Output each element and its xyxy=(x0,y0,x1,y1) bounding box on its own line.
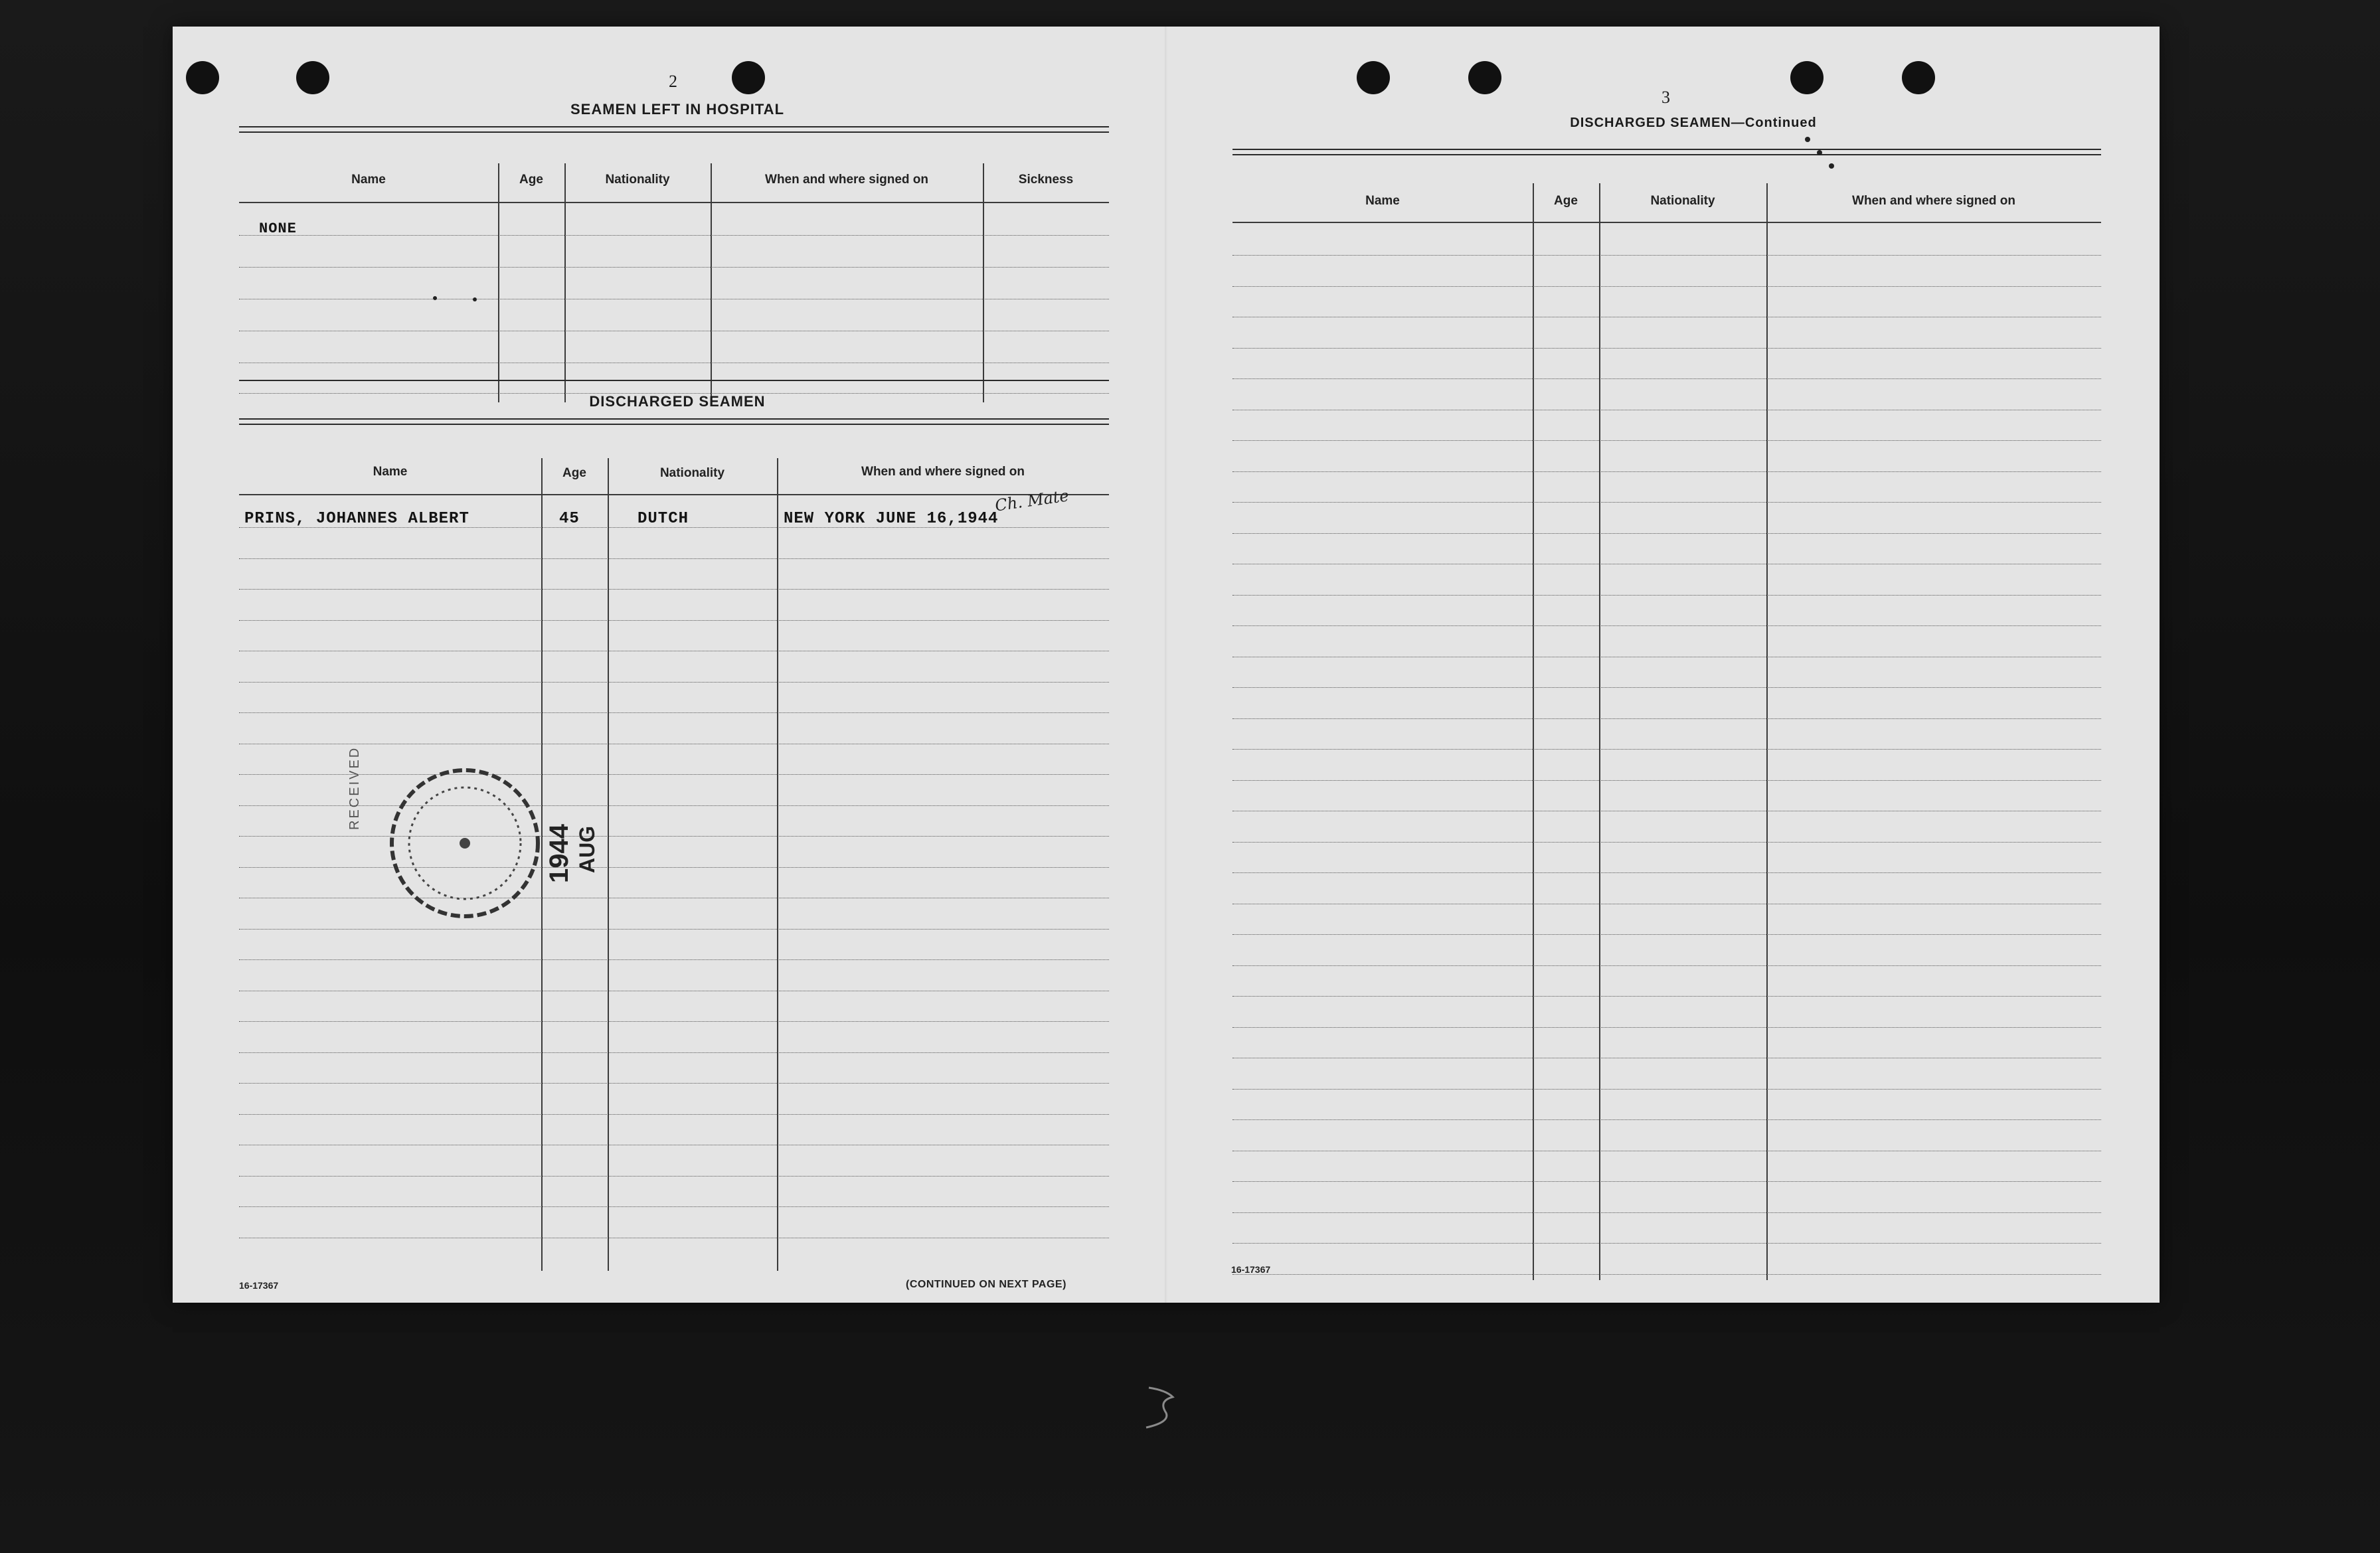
discharged-section-title: DISCHARGED SEAMEN xyxy=(589,393,766,410)
hospital-col-sickness: Sickness xyxy=(1018,173,1074,187)
right-col-name: Name xyxy=(1365,194,1400,208)
ruled-line xyxy=(1232,625,2101,626)
right-discharged-title: DISCHARGED SEAMEN—Continued xyxy=(1570,116,1817,130)
document-sheet xyxy=(173,27,2160,1303)
ruled-line xyxy=(1232,1212,2101,1213)
ruled-line xyxy=(239,1052,1109,1053)
margin-handwritten-mark xyxy=(1140,1381,1179,1434)
left-footer-code: 16-17367 xyxy=(239,1280,279,1291)
discharged-col-name: Name xyxy=(373,465,408,479)
stamp-seal-icon xyxy=(305,744,651,930)
ruled-line xyxy=(239,558,1109,559)
punch-hole xyxy=(1468,61,1501,94)
ruled-line xyxy=(239,1114,1109,1115)
header-rule xyxy=(1232,222,2101,223)
ruled-line xyxy=(239,712,1109,713)
ruled-line xyxy=(1232,749,2101,750)
ruled-line xyxy=(1232,440,2101,441)
ink-speck xyxy=(1817,150,1822,155)
right-page-number: 3 xyxy=(1661,88,1670,107)
seaman-age: 45 xyxy=(559,510,580,528)
ink-speck xyxy=(473,297,477,301)
right-col-age: Age xyxy=(1554,194,1578,208)
ruled-line xyxy=(239,1206,1109,1207)
ruled-line xyxy=(1232,1119,2101,1120)
ruled-line xyxy=(1232,286,2101,287)
header-rule xyxy=(239,202,1109,203)
ruled-line xyxy=(239,682,1109,683)
punch-hole xyxy=(1902,61,1935,94)
hospital-section-title: SEAMEN LEFT IN HOSPITAL xyxy=(570,101,785,118)
ruled-line xyxy=(239,1083,1109,1084)
discharged-col-nationality: Nationality xyxy=(659,466,725,480)
punch-hole xyxy=(1357,61,1390,94)
discharged-col-signed-on: When and where signed on xyxy=(861,465,1025,479)
seaman-signed-on: NEW YORK JUNE 16,1944 xyxy=(784,510,999,528)
ruled-line xyxy=(1232,533,2101,534)
ruled-line xyxy=(1232,780,2101,781)
ruled-line xyxy=(239,959,1109,960)
ruled-line xyxy=(1232,718,2101,719)
column-divider xyxy=(711,163,712,402)
hospital-table xyxy=(239,137,1109,406)
discharged-title-rule-top xyxy=(239,380,1109,382)
hospital-title-rule xyxy=(239,126,1109,133)
hospital-col-age: Age xyxy=(519,173,543,187)
column-divider xyxy=(777,458,778,1271)
right-col-nationality: Nationality xyxy=(1650,194,1715,208)
ruled-line xyxy=(239,589,1109,590)
svg-text:RECEIVED: RECEIVED xyxy=(347,746,362,830)
right-footer-code: 16-17367 xyxy=(1231,1264,1271,1275)
ruled-line xyxy=(239,620,1109,621)
ink-speck xyxy=(1829,163,1834,169)
ruled-line xyxy=(1232,378,2101,379)
ink-speck xyxy=(433,296,437,300)
ruled-line xyxy=(1232,872,2101,873)
ruled-line xyxy=(1232,842,2101,843)
continued-label: (CONTINUED ON NEXT PAGE) xyxy=(906,1279,1066,1290)
handwritten-five-icon xyxy=(1140,1381,1179,1434)
right-col-signed-on: When and where signed on xyxy=(1852,194,2015,208)
column-divider xyxy=(498,163,499,402)
ruled-line xyxy=(1232,471,2101,472)
ruled-line xyxy=(1232,502,2101,503)
ruled-line xyxy=(239,1176,1109,1177)
ruled-line xyxy=(1232,1243,2101,1244)
column-divider xyxy=(564,163,566,402)
seaman-nationality: DUTCH xyxy=(638,510,689,528)
ruled-line xyxy=(239,267,1109,268)
ruled-line xyxy=(1232,1274,2101,1275)
page-fold xyxy=(1165,27,1167,1303)
ruled-line xyxy=(1232,1181,2101,1182)
hospital-col-name: Name xyxy=(351,173,386,187)
punch-hole xyxy=(296,61,329,94)
discharged-title-rule xyxy=(239,418,1109,425)
ruled-line xyxy=(1232,1027,2101,1028)
ruled-line xyxy=(1232,934,2101,935)
header-rule xyxy=(239,494,1109,495)
ink-speck xyxy=(1805,137,1810,142)
discharged-col-age: Age xyxy=(562,466,586,480)
ruled-line xyxy=(239,235,1109,236)
column-divider xyxy=(983,163,984,402)
ruled-line xyxy=(1232,595,2101,596)
hospital-col-signed-on: When and where signed on xyxy=(765,173,928,187)
seaman-name: PRINS, JOHANNES ALBERT xyxy=(244,510,469,528)
hospital-col-nationality: Nationality xyxy=(605,173,670,187)
hospital-entry-none: NONE xyxy=(259,220,297,237)
ruled-line xyxy=(1232,255,2101,256)
right-discharged-table xyxy=(1232,157,2101,1285)
ruled-line xyxy=(1232,687,2101,688)
ruled-line xyxy=(239,1021,1109,1022)
punch-hole xyxy=(732,61,765,94)
ruled-line xyxy=(1232,1089,2101,1090)
svg-text:AUG: AUG xyxy=(575,825,599,873)
left-page-number: 2 xyxy=(669,72,677,91)
ruled-line xyxy=(1232,996,2101,997)
svg-text:1944: 1944 xyxy=(545,824,574,883)
ruled-line xyxy=(1232,965,2101,966)
punch-hole xyxy=(186,61,219,94)
ruled-line xyxy=(1232,348,2101,349)
seaman-rank-annotation: Ch. Mate xyxy=(993,486,1070,515)
received-stamp xyxy=(305,744,651,930)
right-title-rule xyxy=(1232,149,2101,155)
punch-hole xyxy=(1790,61,1824,94)
